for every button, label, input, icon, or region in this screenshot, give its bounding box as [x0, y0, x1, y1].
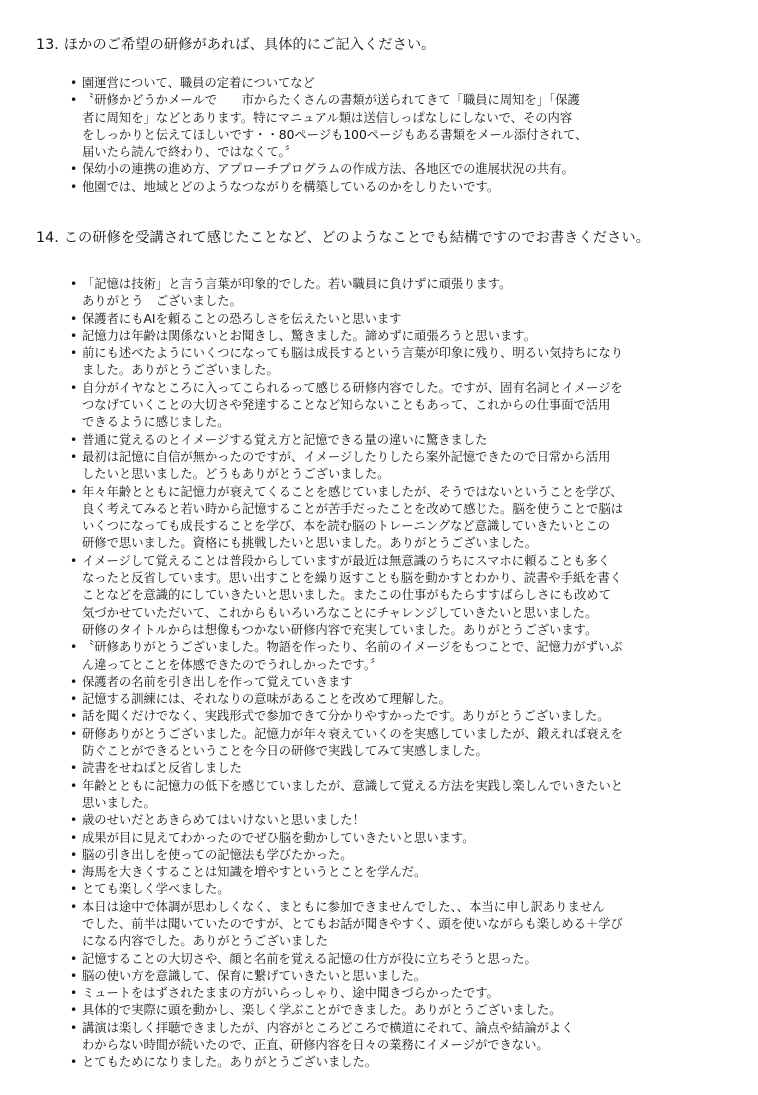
question-13-number: 13.: [36, 37, 59, 53]
list-item: • 海馬を大きくすることは知識を増やすというとことを学んだ。: [70, 864, 710, 881]
list-item: • とてもためになりました。ありがとうございました。: [70, 1054, 710, 1071]
list-item: • 歳のせいだとあきらめてはいけないと思いました！: [70, 812, 710, 829]
question-14-text: この研修を受講されて感じたことなど、どのようなことでも結構ですのでお書きください。: [63, 230, 650, 246]
question-13-heading: [0, 35, 758, 55]
question-13-section: [0, 35, 758, 194]
list-item: • 「記憶は技術」と言う言葉が印象的でした。若い職員に負けずに頑張ります。 ありがとう ございました。: [70, 276, 710, 311]
list-item: • 保護者にもAIを頼ることの恐ろしさを伝えたいと思います: [70, 311, 710, 328]
list-item: • 最初は記憶に自信が無かったのですが、イメージしたりしたら案外記憶できたので日常から活用 したいと思いました。どうもありがとうございました。: [70, 449, 710, 484]
list-item: • 脳の引き出しを使っての記憶法も学びたかった。: [70, 847, 710, 864]
list-item: • 普通に覚えるのとイメージする覚え方と記憶できる量の違いに驚きました: [70, 432, 710, 449]
question-14-number: 14.: [36, 230, 59, 246]
question-14-answer-list: [70, 276, 710, 1072]
list-item: • 年齢とともに記憶力の低下を感じていましたが、意識して覚える方法を実践し楽しんでいきたいと 思いました。: [70, 778, 710, 813]
list-item: • 〝研修かどうかメールで 市からたくさんの書類が送られてきて「職員に周知を」「保護 者に周知を」などとあります。特にマニュアル類は送信しっぱなしにしないで、その内容 をしっかりと伝えてほしいです・・80ページも100ページもある書類をメール添付されて、 届いたら読んで終わり、ではなくて。〞: [70, 92, 710, 161]
list-item: • 他園では、地域とどのようなつながりを構築しているのかをしりたいです。: [70, 179, 710, 196]
list-item: • 記憶することの大切さや、顔と名前を覚える記憶の仕方が役に立ちそうと思った。: [70, 951, 710, 968]
question-13-answer-list: [70, 75, 710, 196]
list-item: • 自分がイヤなところに入ってこられるって感じる研修内容でした。ですが、固有名詞とイメージを つなげていくことの大切さや発達することなど知らないこともあって、これからの仕事面で活用 できるように感じました。: [70, 380, 710, 432]
list-item: • とても楽しく学べました。: [70, 881, 710, 898]
question-13-text: ほかのご希望の研修があれば、具体的にご記入ください。: [63, 37, 436, 53]
list-item: • 脳の使い方を意識して、保育に繋げていきたいと思いました。: [70, 968, 710, 985]
list-item: • ミュートをはずされたままの方がいらっしゃり、途中聞きづらかったです。: [70, 985, 710, 1002]
list-item: • 保護者の名前を引き出しを作って覚えていきます: [70, 674, 710, 691]
list-item: • 読書をせねばと反省しました: [70, 760, 710, 777]
question-14-section: [0, 228, 758, 1070]
list-item: • 講演は楽しく拝聴できましたが、内容がところどころで横道にそれて、論点や結論がよく わからない時間が続いたので、正直、研修内容を日々の業務にイメージができない。: [70, 1020, 710, 1055]
list-item: • 前にも述べたようにいくつになっても脳は成長するという言葉が印象に残り、明るい気持ちになり ました。ありがとうございました。: [70, 345, 710, 380]
list-item: • 年々年齢とともに記憶力が衰えてくることを感じていましたが、そうではないということを学び、 良く考えてみると若い時から記憶することが苦手だったことを改めて感じた。脳を使うことで脳は いくつになっても成長することを学び、本を読む脳のトレーニングなど意識していきたいとこの 研修で思いました。資格にも挑戦したいと思いました。ありがとうございました。: [70, 484, 710, 553]
list-item: • 本日は途中で体調が思わしくなく、まともに参加できませんでした、、本当に申し訳ありません でした、前半は聞いていたのですが、とてもお話が聞きやすく、頭を使いながらも楽しめる＋学び になる内容でした。ありがとうございました: [70, 899, 710, 951]
list-item: • 成果が目に見えてわかったのでぜひ脳を動かしていきたいと思います。: [70, 830, 710, 847]
list-item: • 記憶する訓練には、それなりの意味があることを改めて理解した。: [70, 691, 710, 708]
list-item: • 保幼小の連携の進め方、アプローチプログラムの作成方法、各地区での進展状況の共有。: [70, 161, 710, 178]
list-item: • 園運営について、職員の定着についてなど: [70, 75, 710, 92]
list-item: • 具体的で実際に頭を動かし、楽しく学ぶことができました。ありがとうございました。: [70, 1002, 710, 1019]
question-14-heading: [0, 228, 758, 248]
list-item: • 記憶力は年齢は関係ないとお聞きし、驚きました。諦めずに頑張ろうと思います。: [70, 328, 710, 345]
list-item: • 〝研修ありがとうございました。物語を作ったり、名前のイメージをもつことで、記憶力がずいぶ ん違ってとことを体感できたのでうれしかったです。〞: [70, 639, 710, 674]
list-item: • 話を聞くだけでなく、実践形式で参加できて分かりやすかったです。ありがとうございました。: [70, 708, 710, 725]
list-item: • 研修ありがとうございました。記憶力が年々衰えていくのを実感していましたが、鍛えれば衰えを 防ぐことができるということを今日の研修で実践してみて実感しました。: [70, 726, 710, 761]
list-item: • イメージして覚えることは普段からしていますが最近は無意識のうちにスマホに頼ることも多く なったと反省しています。思い出すことを繰り返すことも脳を動かすとわかり、読書や手紙を書く ことなどを意識的にしていきたいと思いました。またこの仕事がもたらすすばらしさにも改めて 気づかせていただいて、これからもいろいろなことにチャレンジしていきたいと思いました。 研修のタイトルからは想像もつかない研修内容で充実していました。ありがとうございます。: [70, 553, 710, 639]
